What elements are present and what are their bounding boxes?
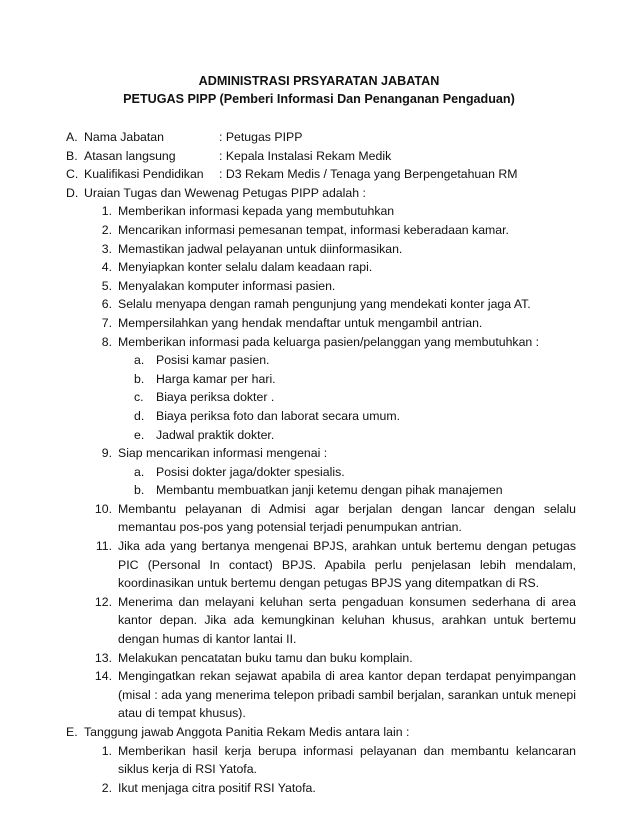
- info-row: [66, 147, 576, 166]
- list-item: [84, 593, 576, 649]
- item-number: 4.: [101, 260, 112, 275]
- section-heading: Tanggung jawab Anggota Panitia Rekam Medis antara lain :: [84, 725, 410, 739]
- list-item: [84, 202, 576, 221]
- list-item: [84, 240, 576, 259]
- sub-list-item: [118, 426, 576, 445]
- item-text: Mengingatkan rekan sejawat apabila di area kantor depan terdapat penyimpangan (misal : ada yang menerima telepon pribadi sambil berjalan, sarankan untuk menepi atau di tempat khusus).: [118, 669, 576, 721]
- item-number: 2.: [101, 780, 112, 795]
- sub-item-text: Membantu membuatkan janji ketemu dengan pihak manajemen: [156, 483, 503, 498]
- item-number: 6.: [101, 297, 112, 312]
- section-d-heading-row: [66, 184, 576, 203]
- item-number: 1.: [101, 743, 112, 758]
- info-label: Atasan langsung: [84, 148, 176, 163]
- section-heading: Uraian Tugas dan Wewenag Petugas PIPP adalah :: [84, 185, 366, 200]
- item-text: Memberikan hasil kerja berupa informasi pelayanan dan membantu kelancaran siklus kerja di RSI Yatofa.: [118, 743, 576, 777]
- item-text: Mencarikan informasi pemesanan tempat, informasi keberadaan kamar.: [118, 222, 509, 237]
- section-e-heading-row: [66, 723, 576, 742]
- item-text: Siap mencarikan informasi mengenai :: [118, 446, 328, 461]
- list-item: [84, 779, 576, 798]
- item-text: Mempersilahkan yang hendak mendaftar untuk mengambil antrian.: [118, 315, 483, 330]
- list-item: [84, 295, 576, 314]
- item-text: Menerima dan melayani keluhan serta pengaduan konsumen sederhana di area kantor depan. Jika ada kemungkinan keluhan khusus, arahkan untuk bertemu dengan humas di kantor lantai II.: [118, 594, 576, 647]
- list-item: [84, 500, 576, 537]
- sub-item-letter: c.: [134, 390, 144, 405]
- sub-item-text: Biaya periksa dokter .: [156, 390, 275, 405]
- item-number: 1.: [101, 204, 112, 219]
- item-9-sublist: [118, 463, 576, 500]
- title-line-1: ADMINISTRASI PRSYARATAN JABATAN: [198, 74, 440, 88]
- sub-item-letter: b.: [134, 371, 145, 386]
- item-number: 5.: [101, 278, 112, 293]
- info-letter: A.: [66, 130, 78, 144]
- item-number: 12.: [94, 594, 112, 609]
- info-letter: B.: [66, 148, 78, 163]
- sub-item-text: Jadwal praktik dokter.: [156, 427, 275, 442]
- info-label: Nama Jabatan: [84, 130, 164, 144]
- item-number: 11.: [95, 539, 112, 554]
- item-text: Menyalakan komputer informasi pasien.: [118, 278, 336, 293]
- title-line-2: PETUGAS PIPP (Pemberi Informasi Dan Penanganan Pengaduan): [123, 92, 515, 106]
- sub-item-letter: a.: [134, 353, 145, 368]
- item-text: Jika ada yang bertanya mengenai BPJS, arahkan untuk bertemu dengan petugas PIC (Personal In contact) BPJS. Apabila perlu penjelasan lebih mendalam, koordinasikan untuk bertemu dengan petugas BPJS yang ditempatkan di RS.: [118, 539, 576, 591]
- info-letter: C.: [66, 167, 79, 182]
- list-item: [84, 277, 576, 296]
- item-text: Memastikan jadwal pelayanan untuk diinformasikan.: [118, 241, 403, 256]
- item-8-sublist: [118, 351, 576, 444]
- sub-item-letter: b.: [134, 483, 145, 498]
- item-text: Memberikan informasi kepada yang membutuhkan: [118, 204, 395, 219]
- item-text: Melakukan pencatatan buku tamu dan buku komplain.: [118, 650, 413, 665]
- item-text: Memberikan informasi pada keluarga pasien/pelanggan yang membutuhkan :: [118, 334, 540, 349]
- section-e-list: [84, 742, 576, 798]
- item-text: Menyiapkan konter selalu dalam keadaan rapi.: [118, 260, 373, 275]
- item-number: 3.: [101, 241, 112, 256]
- item-number: 14.: [94, 669, 112, 684]
- sub-item-letter: e.: [134, 427, 145, 442]
- sub-list-item: [118, 407, 576, 426]
- info-label: Kualifikasi Pendidikan: [84, 167, 204, 182]
- item-text: Ikut menjaga citra positif RSI Yatofa.: [118, 780, 316, 795]
- info-value: : D3 Rekam Medis / Tenaga yang Berpengetahuan RM: [219, 167, 518, 182]
- info-row: [66, 128, 576, 147]
- item-number: 7.: [101, 315, 112, 330]
- section-letter: E.: [66, 725, 78, 739]
- info-value: : Petugas PIPP: [219, 130, 303, 144]
- sub-item-text: Posisi dokter jaga/dokter spesialis.: [156, 464, 345, 479]
- sub-list-item: [118, 351, 576, 370]
- sub-item-letter: a.: [134, 464, 145, 479]
- info-value: : Kepala Instalasi Rekam Medik: [219, 148, 392, 163]
- item-text: Selalu menyapa dengan ramah pengunjung yang mendekati konter jaga AT.: [118, 297, 531, 312]
- list-item: [84, 537, 576, 593]
- info-row: [66, 165, 576, 184]
- sub-list-item: [118, 463, 576, 482]
- item-text: Membantu pelayanan di Admisi agar berjalan dengan lancar dengan selalu memantau pos-pos yang potensial terjadi penumpukan antrian.: [118, 501, 576, 535]
- list-item: [84, 333, 576, 352]
- list-item: [84, 667, 576, 723]
- section-d: [66, 184, 576, 723]
- list-item: [84, 258, 576, 277]
- list-item: [84, 221, 576, 240]
- document-title: [0, 72, 638, 108]
- sub-list-item: [118, 481, 576, 500]
- list-item: [84, 444, 576, 463]
- item-number: 10.: [94, 501, 112, 516]
- section-d-list: [84, 202, 576, 723]
- list-item: [84, 314, 576, 333]
- sub-item-letter: d.: [134, 408, 145, 423]
- sub-item-text: Posisi kamar pasien.: [156, 353, 270, 368]
- section-e: [66, 723, 576, 797]
- info-section: [66, 128, 576, 184]
- list-item: [84, 649, 576, 668]
- section-letter: D.: [66, 185, 79, 200]
- list-item: [84, 742, 576, 779]
- sub-item-text: Harga kamar per hari.: [156, 371, 276, 386]
- sub-item-text: Biaya periksa foto dan laborat secara umum.: [156, 408, 401, 423]
- document-body: [66, 128, 576, 797]
- item-number: 9.: [101, 446, 112, 461]
- sub-list-item: [118, 388, 576, 407]
- item-number: 8.: [101, 334, 112, 349]
- item-number: 13.: [94, 650, 112, 665]
- item-number: 2.: [101, 222, 112, 237]
- sub-list-item: [118, 370, 576, 389]
